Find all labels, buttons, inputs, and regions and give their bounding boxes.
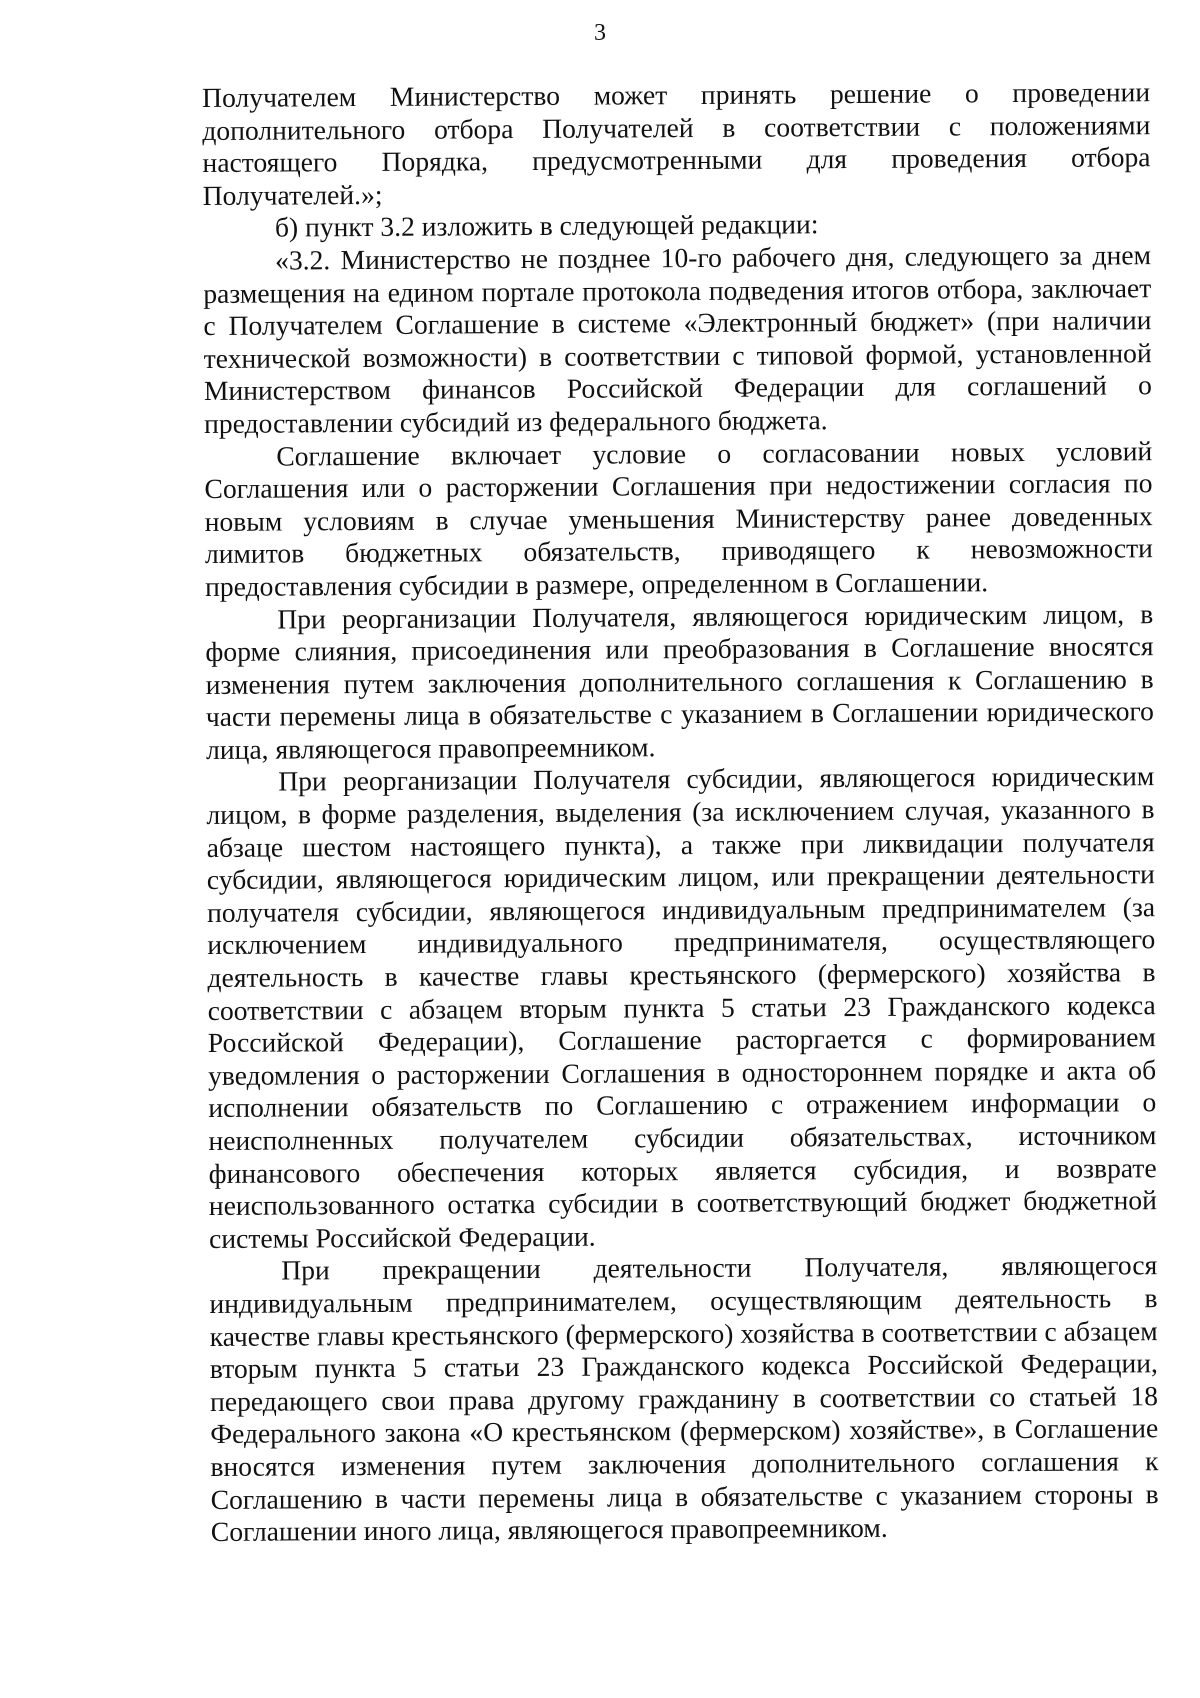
paragraph-agreement-condition: Соглашение включает условие о согласовании новых условий Соглашения или о расторжении Соглашения при недостижении согласия по новым условиям в случае уменьшения Министерству ранее доведенных лимитов бюджетных обязательств, приводящего к невозможности предоставления субсидии в размере, определенном в Соглашении. (204, 434, 1153, 602)
document-body (202, 76, 1159, 1548)
paragraph-reorganization-merger: При реорганизации Получателя, являющегося юридическим лицом, в форме слияния, присоединения или преобразования в Соглашение вносятся изменения путем заключения дополнительного соглашения к Соглашению в части перемены лица в обязательстве с указанием в Соглашении юридического лица, являющегося правопреемником. (205, 597, 1154, 765)
paragraph-clause-3-2: «3.2. Министерство не позднее 10-го рабочего дня, следующего за днем размещения на едином портале протокола подведения итогов отбора, заключает с Получателем Соглашение в системе «Электронный бюджет» (при наличии технической возможности) в соответствии с типовой формой, установленной Министерством финансов Российской Федерации для соглашений о предоставлении субсидий из федерального бюджета. (203, 239, 1152, 439)
paragraph-continuation: Получателем Министерство может принять решение о проведении дополнительного отбора Получателей в соответствии с положениями настоящего Порядка, предусмотренными для проведения отбора Получателей.»; (202, 76, 1151, 211)
page-number: 3 (594, 20, 606, 46)
paragraph-amendment-item: б) пункт 3.2 изложить в следующей редакции: (274, 208, 819, 243)
paragraph-reorganization-division: При реорганизации Получателя субсидии, являющегося юридическим лицом, в форме разделения, выделения (за исключением случая, указанного в абзаце шестом настоящего пункта), а также при ликвидации получателя субсидии, являющегося юридическим лицом, или прекращении деятельности получателя субсидии, являющегося индивидуальным предпринимателем (за исключением индивидуального предпринимателя, осуществляющего деятельность в качестве главы крестьянского (фермерского) хозяйства в соответствии с абзацем вторым пункта 5 статьи 23 Гражданского кодекса Российской Федерации), Соглашение расторгается с формированием уведомления о расторжении Соглашения в одностороннем порядке и акта об исполнении обязательств по Соглашению с отражением информации о неисполненных получателем субсидии обязательствах, источником финансового обеспечения которых является субсидия, и возврате неиспользованного остатка субсидии в соответствующий бюджет бюджетной системы Российской Федерации. (206, 760, 1157, 1254)
paragraph-farm-termination: При прекращении деятельности Получателя, являющегося индивидуальным предпринимателем, осуществляющим деятельность в качестве главы крестьянского (фермерского) хозяйства в соответствии с абзацем вторым пункта 5 статьи 23 Гражданского кодекса Российской Федерации, передающего свои права другому гражданину в соответствии со статьей 18 Федерального закона «О крестьянском (фермерском) хозяйстве», в Соглашение вносятся изменения путем заключения дополнительного соглашения к Соглашению в части перемены лица в обязательстве с указанием стороны в Соглашении иного лица, являющегося правопреемником. (209, 1249, 1159, 1548)
